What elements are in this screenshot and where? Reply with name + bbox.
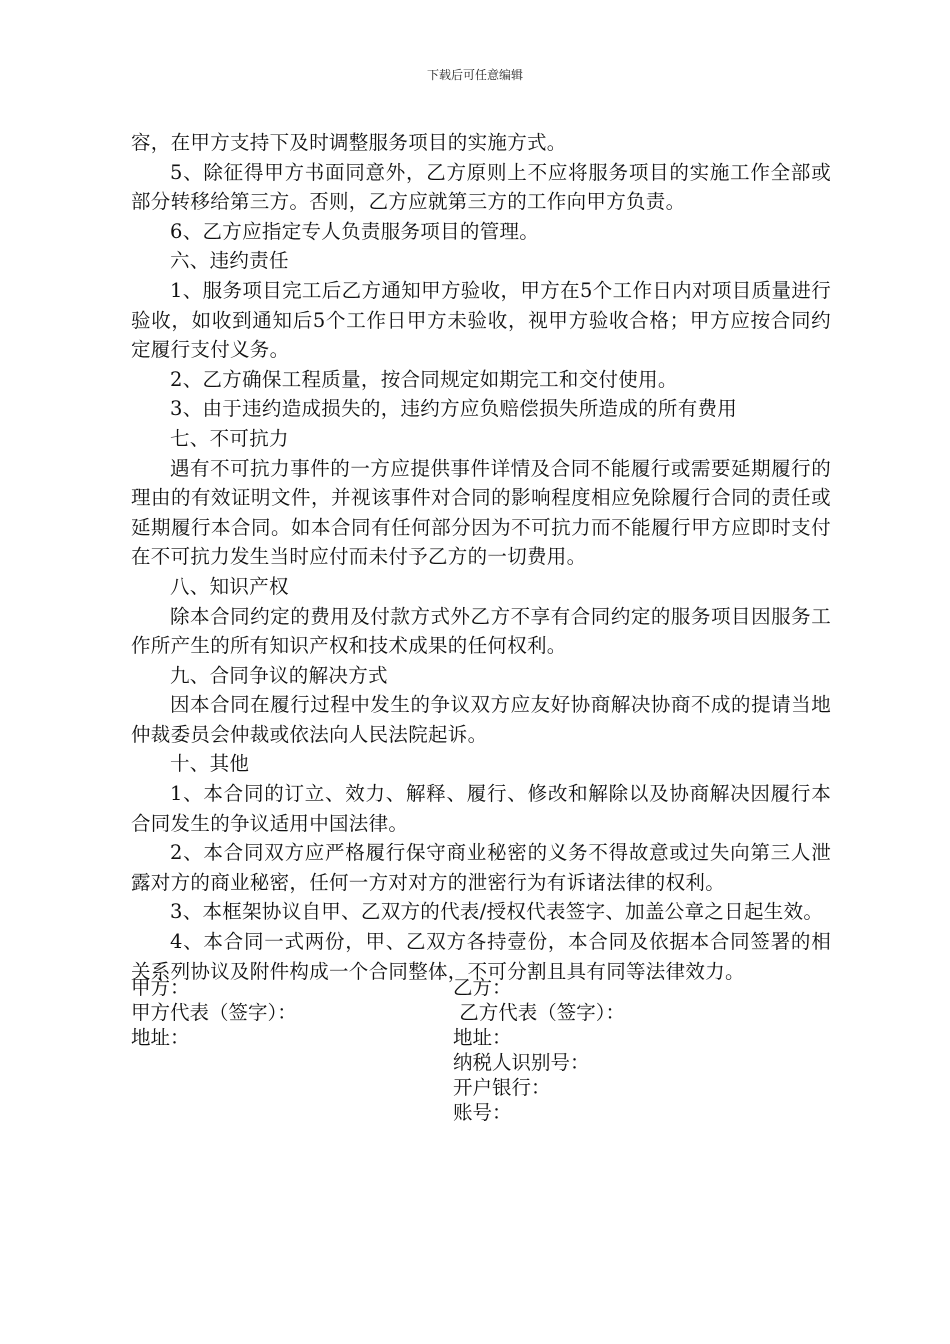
page-header: 下载后可任意编辑 xyxy=(426,68,523,82)
taxpayer-id-label: 纳税人识别号： xyxy=(453,1051,590,1074)
paragraph: 6、乙方应指定专人负责服务项目的管理。 xyxy=(170,219,540,243)
paragraph: 容，在甲方支持下及时调整服务项目的实施方式。 xyxy=(131,131,567,154)
paragraph: 除本合同约定的费用及付款方式外乙方不享有合同约定的服务项目因服务工作所产生的所有知识产权和技术成果的任何权利。 xyxy=(131,604,831,658)
party-b-label: 乙方： xyxy=(453,976,512,999)
section-heading: 六、违约责任 xyxy=(170,249,289,273)
paragraph: 遇有不可抗力事件的一方应提供事件详情及合同不能履行或需要延期履行的理由的有效证明文件，并视该事件对合同的影响程度相应免除履行合同的责任或延期履行本合同。如本合同有任何部分因为不可抗力而不能履行甲方应即时支付在不可抗力发生当时应付而未付予乙方的一切费用。 xyxy=(131,456,831,569)
paragraph: 4、本合同一式两份，甲、乙双方各持壹份，本合同及依据本合同签署的相关系列协议及附件构成一个合同整体，不可分割且具有同等法律效力。 xyxy=(131,930,831,983)
party-b-address-label: 地址： xyxy=(453,1026,512,1049)
paragraph: 2、本合同双方应严格履行保守商业秘密的义务不得故意或过失向第三人泄露对方的商业秘密，任何一方对对方的泄密行为有诉诸法律的权利。 xyxy=(131,841,831,894)
section-heading: 九、合同争议的解决方式 xyxy=(170,663,388,687)
paragraph: 3、由于违约造成损失的，违约方应负赔偿损失所造成的所有费用 xyxy=(170,397,738,421)
signature-block xyxy=(131,975,831,1125)
paragraph: 1、本合同的订立、效力、解释、履行、修改和解除以及协商解决因履行本合同发生的争议适用中国法律。 xyxy=(131,782,831,835)
party-a-label: 甲方： xyxy=(131,976,190,999)
paragraph: 1、服务项目完工后乙方通知甲方验收，甲方在5个工作日内对项目质量进行验收，如收到通知后5个工作日甲方未验收，视甲方验收合格；甲方应按合同约定履行支付义务。 xyxy=(131,278,831,362)
account-label: 账号： xyxy=(453,1101,512,1124)
contract-body xyxy=(131,128,831,986)
paragraph: 2、乙方确保工程质量，按合同规定如期完工和交付使用。 xyxy=(170,367,678,391)
section-heading: 八、知识产权 xyxy=(170,574,289,598)
section-heading: 七、不可抗力 xyxy=(170,426,289,450)
party-b-rep-label: 乙方代表（签字）： xyxy=(453,1001,625,1024)
bank-label: 开户银行： xyxy=(453,1076,551,1099)
paragraph: 因本合同在履行过程中发生的争议双方应友好协商解决协商不成的提请当地仲裁委员会仲裁或依法向人民法院起诉。 xyxy=(131,693,831,746)
paragraph: 3、本框架协议自甲、乙双方的代表/授权代表签字、加盖公章之日起生效。 xyxy=(170,900,824,924)
paragraph: 5、除征得甲方书面同意外，乙方原则上不应将服务项目的实施工作全部或部分转移给第三方。否则，乙方应就第三方的工作向甲方负责。 xyxy=(131,160,831,214)
section-heading: 十、其他 xyxy=(170,752,250,776)
party-a-rep-label: 甲方代表（签字）： xyxy=(131,1001,297,1024)
party-a-address-label: 地址： xyxy=(131,1026,190,1049)
